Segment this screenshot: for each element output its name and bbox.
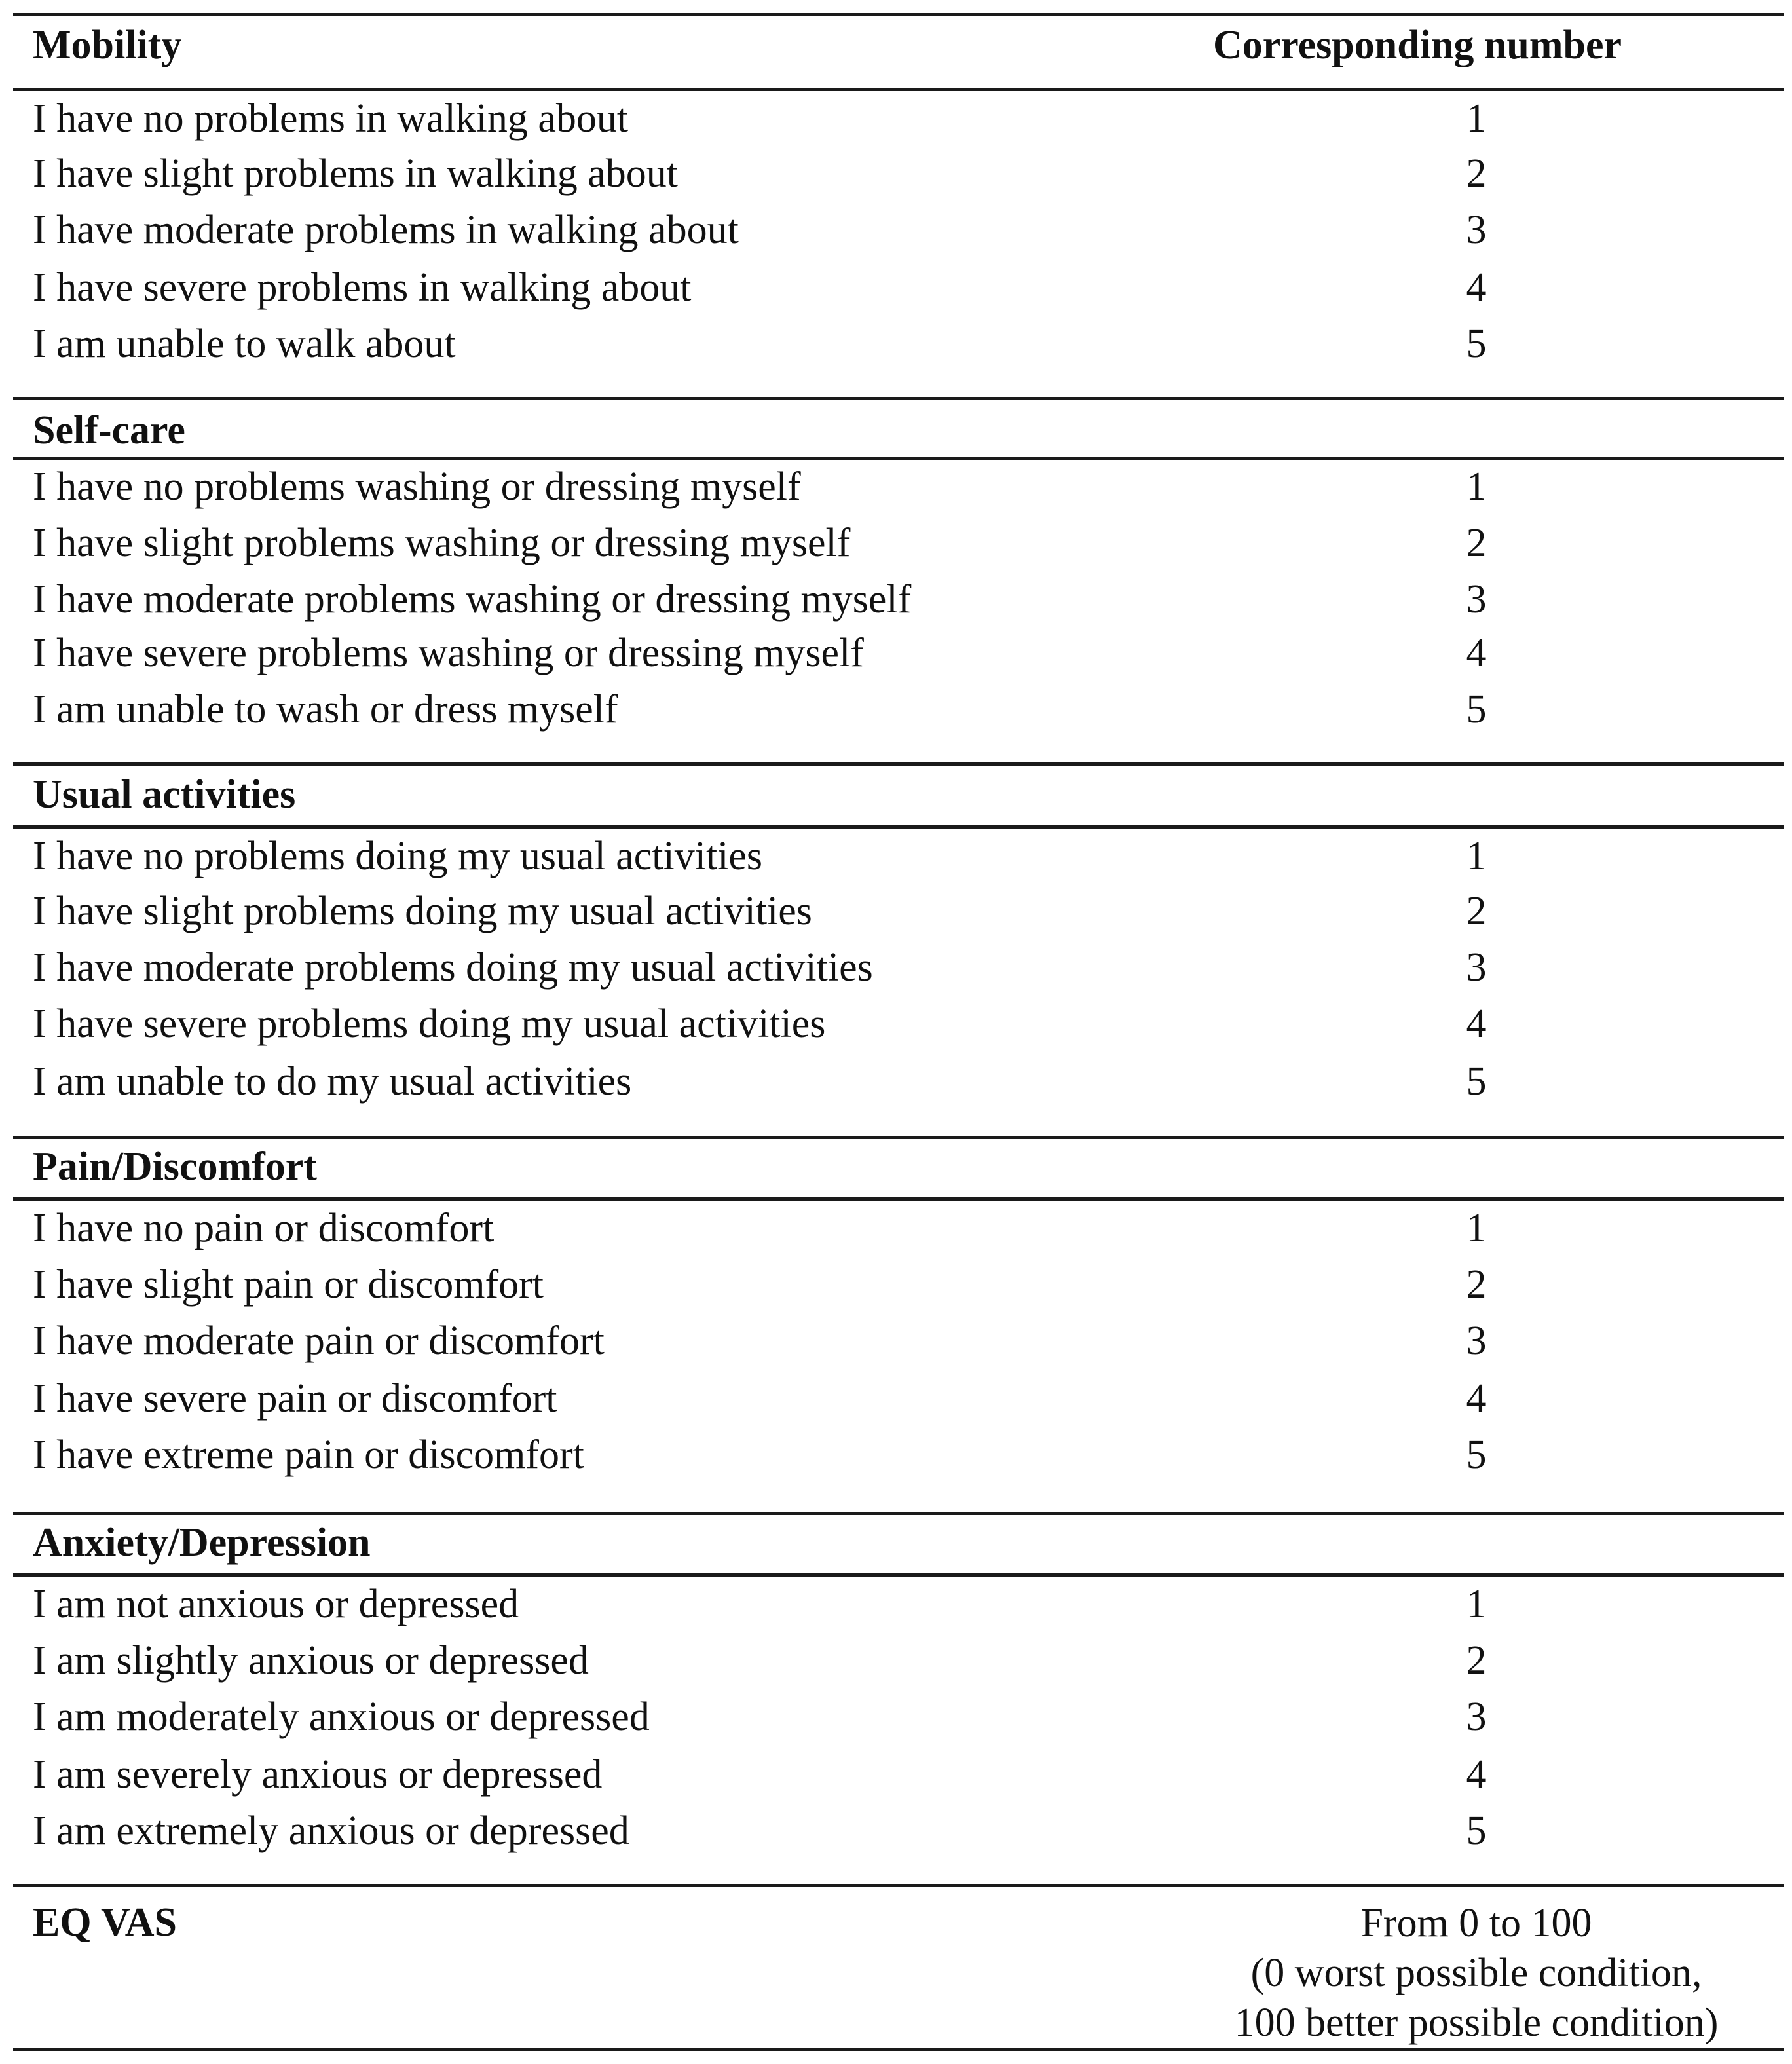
section-divider bbox=[13, 1884, 1784, 1887]
row-number: 5 bbox=[1466, 322, 1487, 366]
row-text: I have moderate problems doing my usual activities bbox=[33, 945, 873, 990]
row-number: 4 bbox=[1466, 1752, 1487, 1797]
table-row bbox=[0, 883, 1792, 939]
table-row bbox=[0, 1370, 1792, 1427]
row-number: 1 bbox=[1466, 834, 1487, 878]
table-row bbox=[0, 681, 1792, 738]
section-title: Self-care bbox=[33, 408, 185, 453]
row-text: I am unable to walk about bbox=[33, 322, 456, 366]
section-heading-anxiety-depression bbox=[0, 1514, 1792, 1571]
table-row bbox=[0, 515, 1792, 571]
table-row bbox=[0, 1427, 1792, 1483]
row-number: 3 bbox=[1466, 945, 1487, 990]
row-text: I have no pain or discomfort bbox=[33, 1206, 495, 1250]
row-text: I have moderate problems in walking about bbox=[33, 208, 739, 252]
table-row bbox=[0, 145, 1792, 202]
table-row bbox=[0, 996, 1792, 1052]
header-mobility-label: Mobility bbox=[33, 23, 182, 67]
row-number: 3 bbox=[1466, 1319, 1487, 1363]
row-number: 4 bbox=[1466, 265, 1487, 310]
section-heading-usual-activities bbox=[0, 766, 1792, 823]
row-text: I have no problems washing or dressing myself bbox=[33, 464, 801, 509]
row-number: 1 bbox=[1466, 1582, 1487, 1626]
table-bottom-rule bbox=[13, 2048, 1784, 2051]
row-text: I am extremely anxious or depressed bbox=[33, 1809, 629, 1853]
table-row bbox=[0, 259, 1792, 316]
table-row bbox=[0, 1576, 1792, 1632]
row-text: I have slight pain or discomfort bbox=[33, 1262, 544, 1307]
row-text: I am not anxious or depressed bbox=[33, 1582, 519, 1626]
table-row bbox=[0, 1200, 1792, 1256]
row-text: I have moderate pain or discomfort bbox=[33, 1319, 605, 1363]
row-number: 2 bbox=[1466, 151, 1487, 196]
row-number: 5 bbox=[1466, 1809, 1487, 1853]
row-text: I am slightly anxious or depressed bbox=[33, 1638, 589, 1683]
table-row bbox=[0, 625, 1792, 681]
row-number: 5 bbox=[1466, 1433, 1487, 1477]
eq-vas-line: From 0 to 100 bbox=[1360, 1901, 1592, 1945]
row-number: 2 bbox=[1466, 889, 1487, 933]
table-row bbox=[0, 1053, 1792, 1110]
row-text: I am moderately anxious or depressed bbox=[33, 1695, 650, 1739]
table-row bbox=[0, 939, 1792, 996]
table-row bbox=[0, 459, 1792, 515]
row-text: I have slight problems doing my usual activities bbox=[33, 889, 812, 933]
row-number: 1 bbox=[1466, 96, 1487, 141]
table-top-rule bbox=[13, 13, 1784, 16]
table-row bbox=[0, 828, 1792, 884]
table-row bbox=[0, 571, 1792, 628]
header-corresponding-number: Corresponding number bbox=[1212, 23, 1622, 67]
table-row bbox=[0, 1632, 1792, 1689]
table-row bbox=[0, 316, 1792, 372]
table-header-row bbox=[0, 17, 1792, 73]
table-row bbox=[0, 202, 1792, 258]
row-text: I am unable to do my usual activities bbox=[33, 1059, 632, 1104]
section-heading-self-care bbox=[0, 402, 1792, 459]
row-text: I have severe pain or discomfort bbox=[33, 1376, 557, 1421]
row-number: 2 bbox=[1466, 521, 1487, 565]
row-text: I have severe problems doing my usual activities bbox=[33, 1002, 826, 1046]
row-text: I have extreme pain or discomfort bbox=[33, 1433, 584, 1477]
table-row bbox=[0, 1313, 1792, 1369]
table-row bbox=[0, 90, 1792, 147]
row-number: 1 bbox=[1466, 1206, 1487, 1250]
section-title: Pain/Discomfort bbox=[33, 1144, 317, 1189]
row-number: 4 bbox=[1466, 631, 1487, 675]
row-text: I am severely anxious or depressed bbox=[33, 1752, 603, 1797]
row-text: I have slight problems washing or dressing myself bbox=[33, 521, 851, 565]
row-number: 4 bbox=[1466, 1002, 1487, 1046]
section-title: EQ VAS bbox=[33, 1900, 177, 1945]
row-number: 3 bbox=[1466, 1695, 1487, 1739]
table-row bbox=[0, 1256, 1792, 1313]
row-text: I have moderate problems washing or dressing myself bbox=[33, 577, 912, 622]
eq-vas-description bbox=[1182, 1898, 1771, 2048]
row-number: 2 bbox=[1466, 1638, 1487, 1683]
section-title: Usual activities bbox=[33, 772, 296, 817]
eq-vas-line: 100 better possible condition) bbox=[1234, 2000, 1719, 2045]
row-number: 3 bbox=[1466, 208, 1487, 252]
table-row bbox=[0, 1746, 1792, 1803]
table-row bbox=[0, 1689, 1792, 1745]
row-number: 5 bbox=[1466, 1059, 1487, 1104]
row-number: 5 bbox=[1466, 687, 1487, 732]
row-text: I have slight problems in walking about bbox=[33, 151, 678, 196]
eq-vas-line: (0 worst possible condition, bbox=[1250, 1951, 1702, 1995]
section-heading-pain-discomfort bbox=[0, 1138, 1792, 1195]
row-number: 2 bbox=[1466, 1262, 1487, 1307]
section-divider bbox=[13, 397, 1784, 400]
row-number: 1 bbox=[1466, 464, 1487, 509]
row-text: I have severe problems washing or dressing myself bbox=[33, 631, 864, 675]
row-text: I have no problems doing my usual activities bbox=[33, 834, 763, 878]
row-number: 3 bbox=[1466, 577, 1487, 622]
row-text: I am unable to wash or dress myself bbox=[33, 687, 618, 732]
section-title: Anxiety/Depression bbox=[33, 1520, 371, 1565]
section-divider bbox=[13, 762, 1784, 766]
row-text: I have severe problems in walking about bbox=[33, 265, 692, 310]
table-row bbox=[0, 1803, 1792, 1859]
row-text: I have no problems in walking about bbox=[33, 96, 629, 141]
row-number: 4 bbox=[1466, 1376, 1487, 1421]
